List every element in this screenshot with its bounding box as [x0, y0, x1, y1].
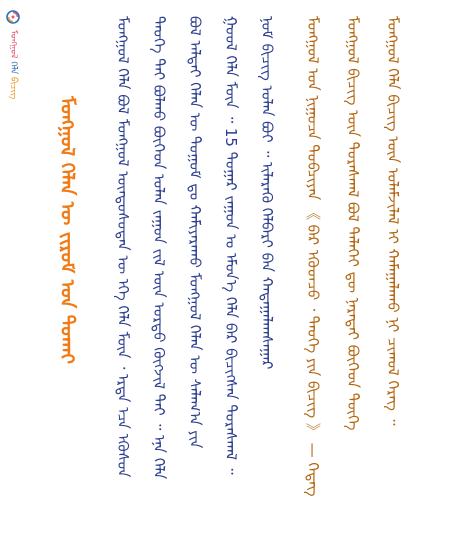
brand-text — [4, 30, 22, 150]
text-column-4: ᠭᠣᠣᠯ ᠬᠡᠯᠡ ᠮᠥᠨ ᠃ 15 ᠳᠤᠭᠠᠷ ᠵᠠᠭᠤᠨ ᠤ ᠡᠮᠦᠨ᠎ᠡ ᠬᠡᠯᠡ ᠪᠠᠷ ᠪᠢᠴᠢᠭᠰᠡᠨ ᠳᠤᠷᠠᠰᠬᠠᠯ ᠃ — [222, 16, 240, 475]
brand-text-a: ᠮᠣᠩᠭᠣᠯ — [8, 30, 18, 59]
text-column-3: ᠪᠣᠯ ᠠᠯᠲᠠᠢ ᠬᠡᠯᠡᠨ ᠦ ᠲᠣᠭᠣᠮ ᠳᠤ ᠬᠠᠮᠢᠶᠠᠷᠠᠬᠤ ᠮᠣᠩᠭᠣᠯ ᠬᠡᠯᠡᠨ ᠦ ᠰᠠᠯᠠᠭ᠎ᠠ ᠶᠢᠨ — [186, 16, 204, 449]
page-title: ᠮᠣᠩᠭᠣᠯ ᠬᠡᠯᠡᠨ ᠦ ᠵᠢᠷᠤᠮ ᠤᠨ ᠲᠤᠬᠠᠢ — [56, 96, 78, 365]
text-column-8: ᠮᠣᠩᠭᠣᠯ ᠬᠡᠯᠡ ᠪᠢᠴᠢᠭ ᠦᠨ ᠤᠯᠠᠮᠵᠢᠯᠠᠯ ᠢ ᠬᠠᠮᠠᠭᠠᠯᠠᠬᠤ ᠨᠢ ᠴᠢᠬᠤᠯ ᠬᠡᠷᠡᠭ ᠃ — [384, 16, 402, 426]
brand-text-c: ᠪᠢᠴᠢᠭ — [8, 77, 18, 100]
text-column-7: ᠮᠣᠩᠭᠣᠯ ᠪᠢᠴᠢᠭ ᠦᠨ ᠳᠤᠷᠠᠰᠬᠠᠯ ᠪᠣᠯ ᠳᠡᠯᠡᠬᠡᠢ ᠳᠦ ᠨᠡᠷᠡᠲᠡᠢ ᠪᠥᠭᠡᠳ ᠲᠦᠬᠡ — [344, 16, 362, 431]
brand-text-b: ᠬᠡᠯᠡ — [8, 61, 18, 75]
text-column-5: ᠨᠣᠮ ᠪᠢᠴᠢᠭ ᠣᠯᠠᠨ ᠪᠣᠢ ᠃ ᠢᠯᠡᠷᠡᠬᠦ ᠬᠡᠯᠪᠡᠷᠢ ᠪᠠᠨ ᠬᠠᠳᠠᠭᠠᠯᠠᠭᠰᠠᠭᠠᠷ — [258, 16, 276, 370]
text-column-1: ᠮᠣᠩᠭᠣᠯ ᠬᠡᠯᠡ ᠪᠣᠯ ᠮᠣᠩᠭᠣᠯ ᠦᠨᠳᠦᠰᠦᠲᠡᠨ ᠦ ᠡᠬᠡ ᠬᠡᠯᠡ ᠮᠥᠨ ᠂ ᠡᠷᠲᠡ ᠡᠴᠡ ᠡᠭᠦᠰᠦᠨ — [114, 16, 132, 478]
text-column-6: ᠮᠣᠩᠭᠣᠯ ᠤᠨ ᠨᠢᠭᠤᠴᠠ ᠲᠣᠪᠴᠢᠶᠠᠨ 《 ᠪᠠᠷ ᠡᠭᠦᠳᠴᠦ ᠂ ᠲᠡᠦᠬᠡ ᠶᠢᠨ ᠪᠢᠴᠢᠭ 》 — ᠭᠡᠳᠡᠭ — [304, 16, 322, 497]
swirl-logo-icon — [6, 10, 20, 24]
text-column-2: ᠲᠡᠦᠬᠡ ᠲᠠᠢ ᠪᠣᠯᠬᠣ ᠪᠥᠭᠡᠳ ᠣᠯᠠᠨ ᠵᠠᠭᠤᠨ ᠵᠢᠯ ᠦᠨ ᠤᠷᠲᠤ ᠬᠥᠭᠵᠢᠯ ᠲᠡᠢ ᠃ ᠡᠨᠡ ᠬᠡᠯᠡ — [150, 16, 168, 480]
